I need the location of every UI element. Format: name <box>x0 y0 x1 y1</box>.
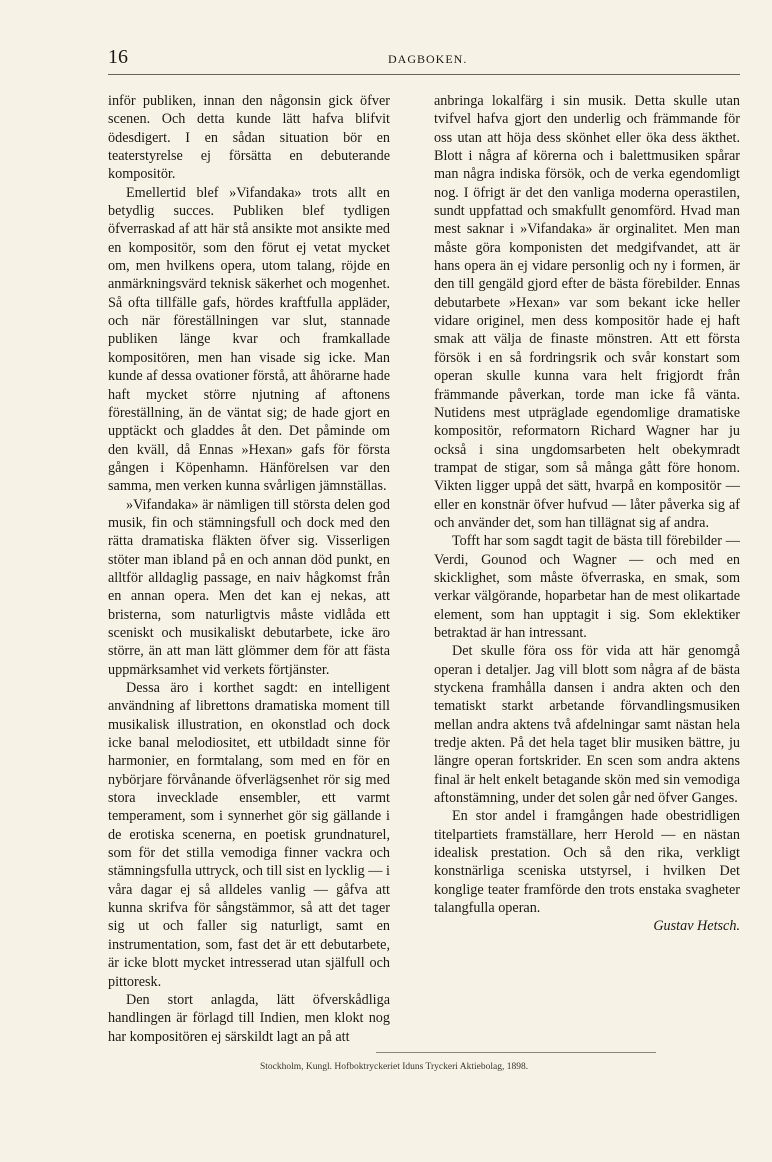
paragraph: Det skulle föra oss för vida att här genomgå operan i detaljer. Jag vill blott som några af de bästa styckena framhålla dansen i andra akten och den tematiskt starkt arbetande förvandlingsmusiken mellan andra aktens två afdelningar samt nästan hela tredje akten. På det hela taget blir musiken bättre, ju längre operan fortskrider. En scen som andra aktens final är helt enkelt betagande skön med sin vemodiga aftonstämning, under det solen går ned öfver Ganges. <box>434 643 740 807</box>
header-rule <box>108 74 740 75</box>
paragraph: Dessa äro i korthet sagdt: en intelligent användning af librettons dramatiska moment till musikalisk illustration, en okonstlad och dock icke banal melodiositet, ett utbildadt sinne för harmonier, en formtalang, som med en för en nybörjare förvånande öfverlägsenhet rör sig med stora invecklade ensembler, ett varmt temperament, som i synnerhet gör sig gällande i de erotiska scenerna, en poetisk grundnaturel, som för det stilla vemodiga finner vackra och stämningsfulla uttryck, och till sist en lycklig — i våra dagar ej så alldeles vanlig — gåfva att kunna skrifva för sångstämmor, så att det tager sig ut och faller sig naturligt, samt en instrumentation, som, fast det är ett debutarbete, är icke blott mycket intresserad utan själfull och pittoresk. <box>108 680 390 990</box>
author-signature: Gustav Hetsch. <box>653 918 740 935</box>
paragraph: En stor andel i framgången hade obestridligen titelpartiets framställare, herr Herold — en nästan idealisk prestation. Och så den rika, verkligt konstnärliga sceniska utstyrsel, i hvilken Det konglige teater framförde den trots enstaka svagheter talangfulla operan. <box>434 808 740 917</box>
right-column <box>434 92 740 936</box>
paragraph: »Vifandaka» är nämligen till största delen god musik, fin och stämningsfull och dock med den rätta dramatiska fläkten öfver sig. Visserligen stöter man ibland på en och annan död punkt, en alltför alldaglig passage, en naiv hågkomst från en annan opera. Men det kan ej nekas, att bristerna, som naturligtvis måste vidlåda ett sceniskt och musikaliskt debutarbete, icke äro större, än att man lätt glömmer dem för att fästa uppmärksamhet vid verkets förtjänster. <box>108 496 390 678</box>
left-column <box>108 92 390 1046</box>
page-header <box>108 46 740 72</box>
paragraph: Emellertid blef »Vifandaka» trots allt en betydlig succes. Publiken blef tydligen öfverraskad af att här stå ansikte mot ansikte med en kompositör, som den förut ej vetat mycket om, men hvilkens opera, utom talang, röjde en anmärkningsvärd teknisk säkerhet och mogenhet. Så ofta tillfälle gafs, hördes kraftfulla appläder, och när föreställningen var slut, stannade publiken länge kvar och framkallade kompositören, men han visade sig icke. Man kunde af dessa ovationer förstå, att åhörarne hade haft mycket större njutning af aftonens föreställning, än de väntat sig; de hade gjort en upptäckt och gladdes åt den. Det påminde om den kväll, då Ennas »Hexan» gafs för första gången i Köpenhamn. Hänförelsen var den samma, men verken kunna svårligen jämnställas. <box>108 184 390 495</box>
printer-imprint: Stockholm, Kungl. Hofboktryckeriet Iduns Tryckeri Aktiebolag, 1898. <box>260 1062 529 1072</box>
paragraph: Tofft har som sagdt tagit de bästa till förebilder — Verdi, Gounod och Wagner — och med en skicklighet, som måste öfverraska, en smak, som verkar välgörande, hoparbetar han de mest olikartade element, som han upptagit i sig. Som eklektiker betraktad är han intressant. <box>434 533 740 641</box>
footer-rule <box>376 1052 656 1053</box>
running-title: DAGBOKEN. <box>388 52 468 66</box>
page-number: 16 <box>108 46 128 68</box>
paragraph: inför publiken, innan den någonsin gick öfver scenen. Och detta kunde lätt hafva blifvit ödesdigert. I en sådan situation bör en teaterstyrelse ej försätta en debuterande kompositör. <box>108 93 390 183</box>
paragraph: anbringa lokalfärg i sin musik. Detta skulle utan tvifvel hafva gjort den underlig och främmande för oss utan att höja dess skönhet eller öka dess äkthet. Blott i några af körerna och i balettmusiken spårar man några indiska försök, och de verka egendomligt nog. I öfrigt är det den vanliga moderna operastilen, sundt uppfattad och smakfullt genomförd. Hvad man mest saknar i »Vifandaka» är orginalitet. Men man måste göra komponisten det medgifvandet, att är hans opera än ej vidare personlig och ny i formen, är den till gengäld gjord efter de bästa förebilder. Ennas debutarbete »Hexan» var som bekant icke heller vidare originel, men dess kompositör hade ej haft smak att välja de finaste mönstren. Att ett första försök i en så fordringsrik och svår konstart som operan skulle kunna vara helt frigjordt från främmande påverkan, torde man icke få vänta. Nutidens mest utpräglade egendomlige dramatiske kompositör, reformatorn Richard Wagner har ju också i sina ungdomsarbeten helt obekymradt trampat de stigar, som så många gått före honom. Vikten ligger uppå det sätt, hvarpå en kompositör — eller en konstnär öfver hufvud — låter påverka sig af och använder det, som han tillägnat sig af andra. <box>434 93 740 531</box>
paragraph: Den stort anlagda, lätt öfverskådliga handlingen är förlagd till Indien, men klokt nog har kompositören ej särskildt lagt an på att <box>108 991 390 1045</box>
